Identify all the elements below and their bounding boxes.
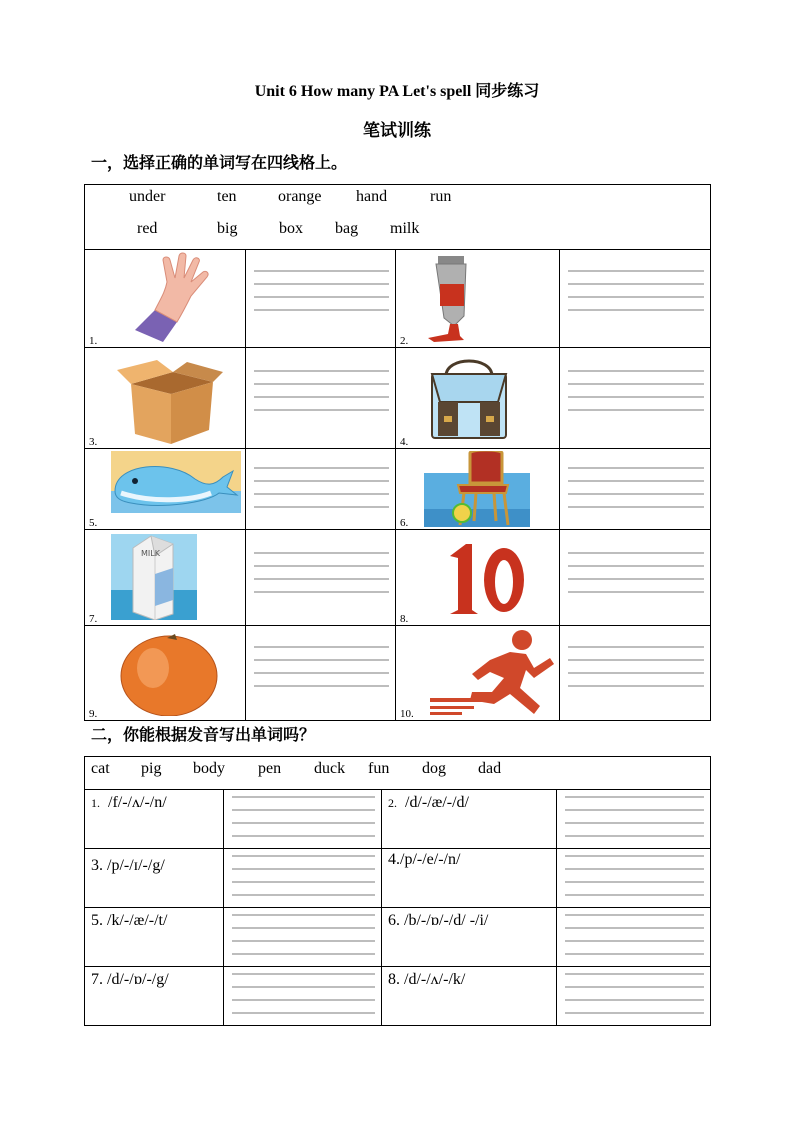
picture-cell bbox=[85, 626, 246, 721]
item-number: 3. bbox=[89, 436, 98, 448]
word-bank-item: bag bbox=[335, 220, 359, 237]
phonics-sound: /b/-/ɒ/-/d/ -/i/ bbox=[404, 912, 489, 929]
phonics-cell bbox=[382, 967, 557, 1026]
item-number: 5. bbox=[91, 912, 103, 929]
phonics-sound: /p/-/e/-/n/ bbox=[400, 851, 461, 868]
item-number: 6. bbox=[388, 912, 400, 929]
phonics-sound: /k/-/æ/-/t/ bbox=[107, 912, 168, 929]
phonics-cell bbox=[85, 908, 224, 967]
whale-icon bbox=[111, 451, 241, 513]
answer-lines[interactable] bbox=[224, 790, 382, 849]
word-bank-item: ten bbox=[217, 188, 237, 205]
item-number: 7. bbox=[91, 971, 103, 988]
phonics-cell bbox=[382, 908, 557, 967]
answer-lines[interactable] bbox=[560, 250, 711, 348]
word-bank-item: red bbox=[137, 220, 158, 237]
running-man-icon bbox=[430, 628, 558, 718]
section2-table bbox=[84, 756, 711, 1026]
picture-cell bbox=[85, 449, 246, 530]
item-number: 2. bbox=[388, 796, 397, 810]
answer-lines[interactable] bbox=[224, 849, 382, 908]
phonics-cell bbox=[382, 849, 557, 908]
phonics-cell bbox=[85, 790, 224, 849]
picture-cell bbox=[85, 530, 246, 626]
answer-lines[interactable] bbox=[557, 967, 711, 1026]
paint-tube-icon bbox=[424, 256, 484, 342]
word-bank-item: cat bbox=[91, 760, 110, 777]
answer-lines[interactable] bbox=[557, 790, 711, 849]
phonics-cell bbox=[382, 790, 557, 849]
word-bank-item: fun bbox=[368, 760, 390, 777]
picture-cell bbox=[85, 348, 246, 449]
item-number: 4. bbox=[400, 436, 409, 448]
word-bank-item: body bbox=[193, 760, 225, 777]
answer-lines[interactable] bbox=[557, 908, 711, 967]
answer-lines[interactable] bbox=[246, 626, 396, 721]
bag-icon bbox=[428, 350, 510, 442]
phonics-sound: /p/-/ɪ/-/g/ bbox=[107, 857, 165, 874]
box-icon bbox=[117, 358, 223, 446]
answer-lines[interactable] bbox=[557, 849, 711, 908]
phonics-cell bbox=[85, 849, 224, 908]
item-number: 8. bbox=[400, 613, 409, 625]
picture-cell bbox=[396, 530, 560, 626]
hand-icon bbox=[125, 252, 217, 344]
word-bank bbox=[85, 185, 711, 250]
answer-lines[interactable] bbox=[560, 449, 711, 530]
answer-lines[interactable] bbox=[246, 449, 396, 530]
word-bank-item: big bbox=[217, 220, 238, 237]
answer-lines[interactable] bbox=[560, 530, 711, 626]
section2-heading: 二，你能根据发音写出单词吗？ bbox=[91, 725, 316, 744]
answer-lines[interactable] bbox=[246, 348, 396, 449]
word-bank-item: milk bbox=[390, 220, 420, 237]
word-bank-item: pen bbox=[258, 760, 282, 777]
picture-cell bbox=[396, 348, 560, 449]
word-bank-item: run bbox=[430, 188, 452, 205]
word-bank-item: duck bbox=[314, 760, 346, 777]
chair-icon bbox=[424, 451, 530, 527]
item-number: 9. bbox=[89, 708, 98, 720]
page-subtitle: 笔试训练 bbox=[363, 121, 431, 141]
picture-cell bbox=[85, 250, 246, 348]
answer-lines[interactable] bbox=[224, 967, 382, 1026]
phonics-sound: /f/-/ʌ/-/n/ bbox=[108, 794, 167, 811]
item-number: 6. bbox=[400, 517, 409, 529]
page-title: Unit 6 How many PA Let's spell 同步练习 bbox=[254, 83, 540, 100]
word-bank-item: dad bbox=[478, 760, 502, 777]
word-bank-item: hand bbox=[356, 188, 388, 205]
answer-lines[interactable] bbox=[224, 908, 382, 967]
picture-cell bbox=[396, 626, 560, 721]
item-number: 3. bbox=[91, 857, 103, 874]
item-number: 1. bbox=[91, 796, 100, 810]
phonics-cell bbox=[85, 967, 224, 1026]
answer-lines[interactable] bbox=[560, 626, 711, 721]
phonics-sound: /d/-/ɒ/-/g/ bbox=[107, 971, 169, 988]
milk-carton-icon bbox=[111, 534, 197, 620]
word-bank-item: dog bbox=[422, 760, 446, 777]
answer-lines[interactable] bbox=[246, 530, 396, 626]
item-number: 1. bbox=[89, 335, 98, 347]
item-number: 2. bbox=[400, 335, 409, 347]
item-number: 7. bbox=[89, 613, 98, 625]
item-number: 4. bbox=[388, 851, 400, 868]
section1-table bbox=[84, 184, 711, 721]
number-ten-icon bbox=[444, 540, 528, 616]
orange-icon bbox=[119, 632, 219, 716]
item-number: 8. bbox=[388, 971, 400, 988]
phonics-sound: /d/-/ʌ/-/k/ bbox=[404, 971, 466, 988]
picture-cell bbox=[396, 449, 560, 530]
answer-lines[interactable] bbox=[246, 250, 396, 348]
item-number: 10. bbox=[400, 708, 414, 720]
word-bank-item: under bbox=[129, 188, 166, 205]
word-bank-item: box bbox=[279, 220, 303, 237]
answer-lines[interactable] bbox=[560, 348, 711, 449]
picture-cell bbox=[396, 250, 560, 348]
word-bank-item: orange bbox=[278, 188, 322, 205]
word-bank bbox=[85, 757, 711, 790]
item-number: 5. bbox=[89, 517, 98, 529]
svg-text:MILK: MILK bbox=[141, 549, 160, 558]
word-bank-item: pig bbox=[141, 760, 162, 777]
phonics-sound: /d/-/æ/-/d/ bbox=[405, 794, 469, 811]
section1-heading: 一，选择正确的单词写在四线格上。 bbox=[91, 153, 348, 172]
